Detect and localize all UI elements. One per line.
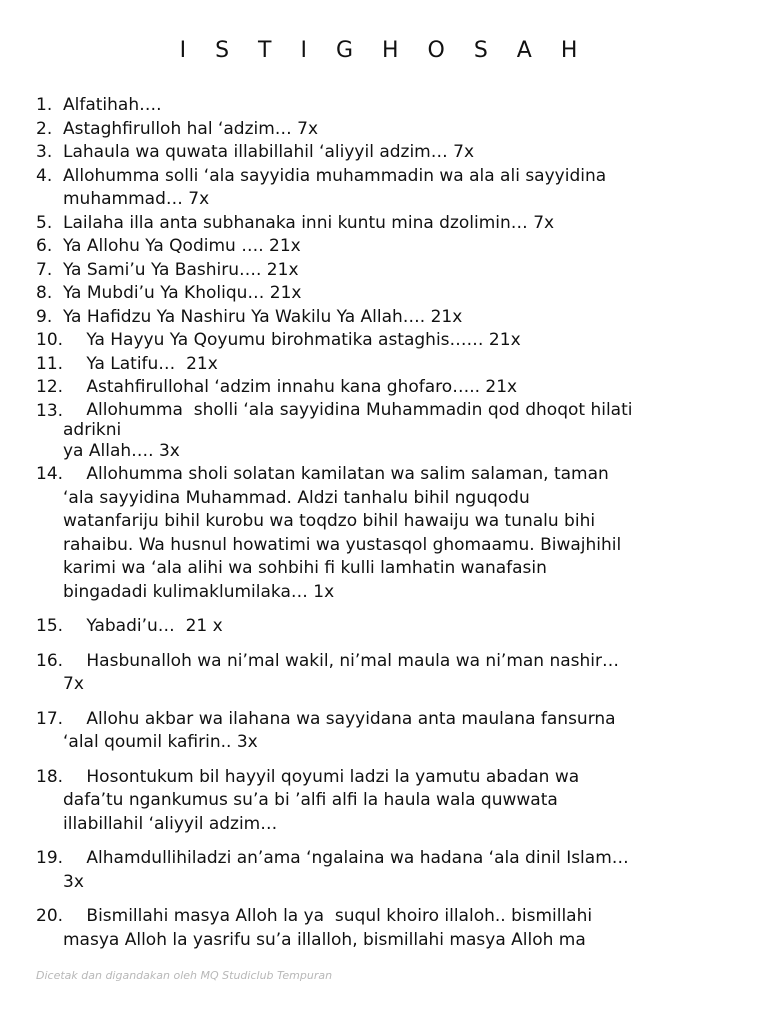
list-item-number: 19. [36, 848, 64, 868]
list-item [36, 141, 736, 165]
list-item-text: Yabadi’u… 21 x [81, 616, 223, 636]
list-item-text: Alhamdullihiladzi an’ama ‘ngalaina wa hadana ‘ala dinil Islam… [81, 848, 629, 868]
list-item [36, 329, 736, 353]
list-item-text: rahaibu. Wa husnul howatimi wa yustasqol ghomaamu. Biwajhihil [63, 534, 622, 555]
list-item [36, 400, 736, 464]
list-item [36, 376, 736, 400]
list-item-number: 18. [36, 766, 64, 787]
list-item-text: 3x [63, 871, 84, 892]
list-item [36, 353, 736, 377]
list-item-number: 3. [36, 142, 53, 162]
list-item-text: Hasbunalloh wa ni’mal wakil, ni’mal maula wa ni’man nashir… [81, 650, 620, 671]
list-item-text: Ya Mubdi’u Ya Kholiqu… 21x [63, 283, 302, 303]
list-item [36, 650, 736, 697]
list-item-text: dafa’tu ngankumus su’a bi ’alfi alfi la haula wala quwwata [63, 790, 558, 810]
list-item-number: 1. [36, 95, 53, 115]
list-item-text: Astahfirullohal ‘adzim innahu kana ghofaro….. 21x [81, 377, 518, 397]
list-item-text: ya Allah…. 3x [63, 440, 180, 461]
list-item-number: 9. [36, 306, 53, 327]
list-item-text: Alfatihah…. [63, 95, 162, 115]
list-item-text: Allohu akbar wa ilahana wa sayyidana anta maulana fansurna [81, 708, 616, 729]
list-item [36, 282, 736, 306]
list-item [36, 905, 736, 952]
list-item-text: bingadadi kulimaklumilaka… 1x [63, 581, 335, 602]
list-item-text: Allohumma sholi solatan kamilatan wa salim salaman, taman [81, 464, 609, 484]
list-item [36, 94, 736, 118]
list-item-number: 20. [36, 906, 64, 926]
list-item-text: Ya Allohu Ya Qodimu …. 21x [63, 236, 301, 256]
list-item-number: 4. [36, 165, 53, 186]
list-item-text: Lailaha illa anta subhanaka inni kuntu mina dzolimin… 7x [63, 212, 555, 233]
footer-note: Dicetak dan digandakan oleh MQ Studiclub Tempuran [36, 969, 333, 982]
list-item [36, 766, 736, 837]
list-item-text: Allohumma sholli ‘ala sayyidina Muhammadin qod dhoqot hilati [81, 399, 633, 420]
list-item [36, 847, 736, 894]
list-item [36, 165, 736, 212]
page-title: I S T I G H O S A H [179, 38, 589, 63]
list-item-text: Ya Latifu… 21x [81, 353, 218, 374]
list-item-number: 16. [36, 650, 64, 671]
prayer-list [36, 94, 736, 952]
list-item-number: 5. [36, 212, 53, 233]
list-item-text: Astaghfirulloh hal ‘adzim… 7x [63, 118, 319, 139]
list-item [36, 118, 736, 142]
list-item-number: 8. [36, 283, 53, 303]
list-item [36, 463, 736, 604]
list-item-text: illabillahil ‘aliyyil adzim… [63, 813, 278, 834]
list-item-number: 17. [36, 708, 64, 729]
list-item-text: ‘ala sayyidina Muhammad. Aldzi tanhalu bihil nguqodu [63, 487, 530, 508]
list-item [36, 235, 736, 259]
list-item-number: 6. [36, 236, 53, 256]
list-item-number: 15. [36, 616, 64, 636]
list-item-text: watanfariju bihil kurobu wa toqdzo bihil hawaiju wa tunalu bihi [63, 511, 596, 531]
list-item-text: Allohumma solli ‘ala sayyidia muhammadin wa ala ali sayyidina [63, 165, 607, 186]
list-item-text: ‘alal qoumil kafirin.. 3x [63, 732, 258, 752]
list-item-number: 14. [36, 464, 64, 484]
list-item-text: 7x [63, 674, 84, 694]
list-item-number: 10. [36, 330, 64, 350]
list-item-number: 11. [36, 353, 64, 374]
list-item-number: 2. [36, 118, 53, 139]
list-item [36, 615, 736, 639]
list-item-text: Ya Sami’u Ya Bashiru…. 21x [63, 259, 299, 280]
list-item-text: Ya Hafidzu Ya Nashiru Ya Wakilu Ya Allah…. 21x [63, 306, 463, 327]
list-item [36, 708, 736, 755]
list-item-number: 12. [36, 377, 64, 397]
list-item-text: adrikni [63, 419, 122, 440]
list-item-number: 13. [36, 400, 64, 421]
list-item [36, 306, 736, 330]
list-item-text: Bismillahi masya Alloh la ya suqul khoiro illaloh.. bismillahi [81, 906, 593, 926]
list-item-text: karimi wa ‘ala alihi wa sohbihi fi kulli lamhatin wanafasin [63, 558, 547, 578]
list-item-text: muhammad… 7x [63, 189, 210, 209]
list-item-text: Lahaula wa quwata illabillahil ‘aliyyil adzim… 7x [63, 142, 475, 162]
list-item [36, 259, 736, 283]
list-item-text: masya Alloh la yasrifu su’a illalloh, bismillahi masya Alloh ma [63, 929, 586, 950]
list-item-number: 7. [36, 259, 53, 280]
list-item-text: Ya Hayyu Ya Qoyumu birohmatika astaghis…… 21x [81, 330, 521, 350]
list-item-text: Hosontukum bil hayyil qoyumi ladzi la yamutu abadan wa [81, 766, 580, 787]
list-item [36, 212, 736, 236]
